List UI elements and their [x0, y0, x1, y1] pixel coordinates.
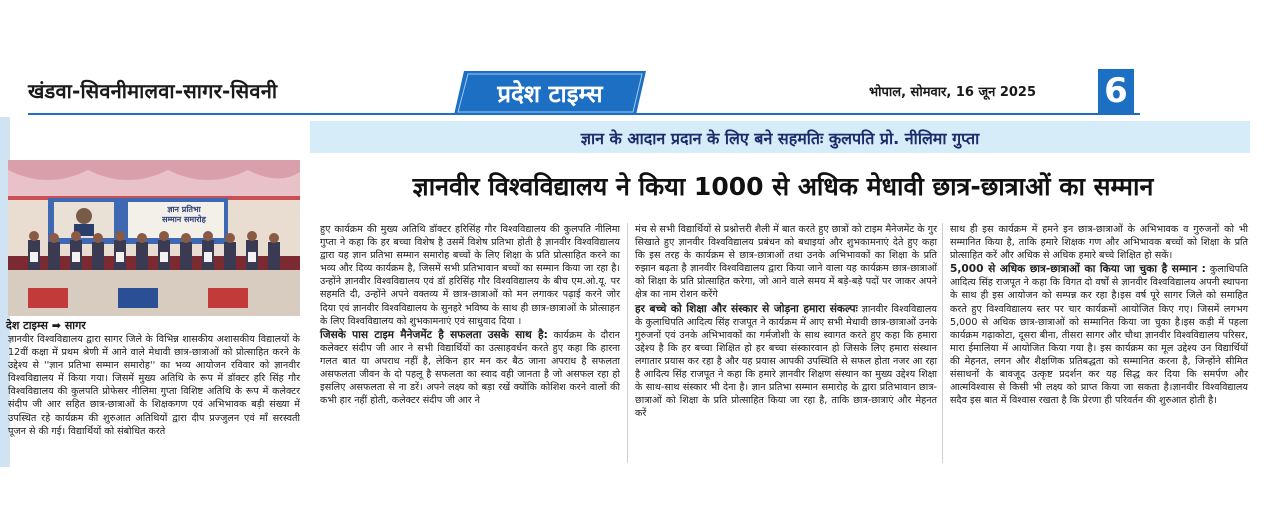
article-column-3 — [635, 223, 937, 421]
paragraph-text: ज्ञानवीर विश्वविद्यालय के कुलाधिपति आदित्य सिंह राजपूत ने कार्यक्रम में आए सभी मेधावी छात्र-छात्राओं उनके गुरुजनों एवं उनके अभिभावकों का गर्मजोशी के साथ स्वागत करते हुए कहा कि हमारा उद्देश्य है कि हर बच्चा शिक्षित हो हर बच्चा संस्कारवान हो जिसके लिए हमारा संस्थान लगातार प्रयास कर रहा है और यह प्रयास आपकी उपस्थिति से सफल होता नजर आ रहा है आदित्य सिंह राजपूत ने कहा कि हमारे ज्ञानवीर शिक्षण संस्थान का मुख्य उद्देश्य शिक्षा के साथ-साथ संस्कार भी देना है। ज्ञान प्रतिभा सम्मान समारोह के द्वारा प्रतिभावान छात्र-छात्राओं को शिक्षा के प्रति प्रोत्साहित किया जा रहा है, ताकि छात्र-छात्राएं और मेहनत करें — [635, 303, 937, 420]
subheadline: ज्ञान के आदान प्रदान के लिए बने सहमतिः कुलपति प्रो. नीलिमा गुप्ता — [580, 129, 980, 148]
subheading: जिसके पास टाइम मैनेजमेंट है सफलता उसके साथ है: — [320, 328, 548, 341]
masthead-title: प्रदेश टाइम्स — [497, 80, 603, 108]
subheading: हर बच्चे को शिक्षा और संस्कार से जोड़ना हमारा संकल्पः — [635, 302, 858, 315]
subheading: 5,000 से अधिक छात्र-छात्राओं का किया जा चुका है सम्मान : — [950, 263, 1206, 276]
paragraph-with-subheading — [950, 263, 1248, 407]
header-rule — [28, 113, 1140, 115]
article-column-1 — [8, 333, 300, 439]
paragraph: साथ ही इस कार्यक्रम में हमने इन छात्र-छात्राओं के अभिभावक व गुरुजनों को भी सम्मानित किया है, ताकि हमारे शिक्षक गण और अभिभावक बच्चों को शिक्षा के प्रति प्रोत्साहित करें और अधिक से अधिक हमारे बच्चे शिक्षित हो सकें। — [950, 224, 1248, 262]
paragraph-with-subheading — [635, 303, 937, 421]
column-divider — [627, 223, 628, 463]
paragraph: ज्ञानवीर विश्वविद्यालय द्वारा सागर जिले के विभिन्न शासकीय अशासकीय विद्यालयों के 12वीं कक्षा में प्रथम श्रेणी में आने वाले मेधावी छात्र-छात्राओं को प्रोत्साहित करने के उद्देश्य से ''ज्ञान प्रतिभा सम्मान समारोह'' का भव्य आयोजन रविवार को ज्ञानवीर विश्वविद्यालय में किया गया। जिसमें मुख्य अतिथि के रूप में डॉक्टर हरि सिंह गौर विश्वविद्यालय की कुलपति प्रोफेसर नीलिमा गुप्ता विशिष्ट अतिथि के रूप में कलेक्टर संदीप जी आर सहित छात्र-छात्राओं के शिक्षकगण एवं अभिभावक बड़ी संख्या में उपस्थित रहे कार्यक्रम की शुरुआत अतिथियों द्वारा दीप प्रज्जुलन एवं माँ सरस्वती पूजन से की गई। विद्यार्थियों को संबोधित करते — [8, 334, 300, 437]
masthead — [454, 69, 646, 117]
event-photo-illustration — [8, 160, 300, 316]
paragraph: मंच से सभी विद्यार्थियों से प्रश्नोत्तरी शैली में बात करते हुए छात्रों को टाइम मैनेजमेंट के गुर सिखाते हुए ज्ञानवीर विश्वविद्यालय प्रबंधन को बधाइयां और शुभकामनाएं देते हुए कहा कि इस तरह के कार्यक्रम से छात्र-छात्राओं तथा उनके अभिभावकों का शिक्षा के प्रति रुझान बढ़ता है ज्ञानवीर विश्वविद्यालय द्वारा किया जाने वाला यह कार्यक्रम छात्र-छात्राओं को शिक्षा के प्रति प्रोत्साहित करेगा, जो आने वाले समय में बड़े-बड़े पदों पर जाकर अपने क्षेत्र का नाम रोशन करेंगे — [635, 224, 937, 301]
photo-banner-text — [138, 205, 230, 225]
photo-banner-line2: सम्मान समारोह — [162, 215, 206, 224]
dateline: भोपाल, सोमवार, 16 जून 2025 — [869, 85, 1037, 100]
paragraph-text: कार्यक्रम के दौरान कलेक्टर संदीप जी आर ने सभी विद्यार्थियों का उत्साहवर्धन करते हुए कहा कि हारना गलत बात या अपराध नहीं है, लेकिन हार मन कर बैठ जाना अपराध है सफलता असफलता जीवन के दो पहलू है सफलता का स्वाद वही जानता है जो असफल रहा हो इसलिए असफलता से ना डरें। अपने लक्ष्य को बड़ा रखें क्योंकि कोशिश करने वालों की कभी हार नहीं होती, कलेक्टर संदीप जी आर ने — [320, 329, 620, 407]
paragraph: हुए कार्यक्रम की मुख्य अतिथि डॉक्टर हरिसिंह गौर विश्वविद्यालय की कुलपति नीलिमा गुप्ता ने कहा कि हर बच्चा विशेष है उसमें विशेष प्रतिभा होती है ज्ञानवीर विश्वविद्यालय द्वारा यह ज्ञान प्रतिभा सम्मान समारोह बच्चों के लिए शिक्षा के प्रति प्रोत्साहित करने का भव्य और दिव्य कार्यक्रम है, जिसमें सभी प्रतिभावान बच्चों का सम्मान किया जा रहा है। उन्होंने ज्ञानवीर विश्वविद्यालय एवं डॉ हरिसिंह गौर विश्वविद्यालय के बीच एम.ओ.यू. पर सहमति दी, उन्होंने अपने वक्तव्य में छात्र-छात्राओं को मन लगाकर पढ़ाई करने जोर दिया एवं ज्ञानवीर विश्वविद्यालय के सुनहरे भविष्य के साथ ही छात्र-छात्राओं के प्रोत्साहन के लिए विश्वविद्यालय को शुभकामनाएं एवं साधुवाद दिया । — [320, 224, 620, 327]
photo-credit: देश टाइम्स ➡ सागर — [6, 319, 86, 332]
article-column-4 — [950, 223, 1248, 408]
paragraph-text: कुलाधिपति आदित्य सिंह राजपूत ने कहा कि विगत दो वर्षों से ज्ञानवीर विश्वविद्यालय अपनी स्थापना के साथ ही इस आयोजन को सम्पन्न कर रहा है।इस वर्ष पूरे सागर जिले को समाहित करते हुए विश्वविद्यालय स्तर पर चार कार्यक्रमों आयोजित किए गए। जिसमें लगभग 5,000 से अधिक छात्र-छात्राओं को सम्मानित किया जा चुका है।इस कड़ी में पहला कार्यक्रम गढ़ाकोटा, दूसरा बीना, तीसरा सागर और चौथा ज्ञानवीर विश्वविद्यालय परिसर, मारा ईमालिया में आयोजित किया गया है। इस कार्यक्रम का मूल उद्देश्य उन विद्यार्थियों की मेहनत, लगन और शैक्षणिक प्रतिबद्धता को सम्मानित करना है, जिन्होंने सीमित संसाधनों के बावजूद उत्कृष्ट प्रदर्शन कर यह सिद्ध कर दिया कि समर्पण और आत्मविश्वास से किसी भी लक्ष्य को प्राप्त किया जा सकता है।ज्ञानवीर विश्वविद्यालय सदैव इस बात में विश्वास रखता है कि प्रेरणा ही परिवर्तन की शुरुआत होती है। — [950, 264, 1248, 407]
page-number: 6 — [1098, 69, 1134, 113]
headline: ज्ञानवीर विश्वविद्यालय ने किया 1000 से अधिक मेधावी छात्र-छात्राओं का सम्मान — [412, 172, 1154, 201]
event-photo — [8, 160, 300, 316]
paragraph-with-subheading — [320, 329, 620, 408]
article-column-2 — [320, 223, 620, 408]
photo-banner-line1: ज्ञान प्रतिभा — [167, 205, 201, 214]
region-label: खंडवा-सिवनीमालवा-सागर-सिवनी — [28, 79, 278, 103]
column-divider — [942, 223, 943, 463]
